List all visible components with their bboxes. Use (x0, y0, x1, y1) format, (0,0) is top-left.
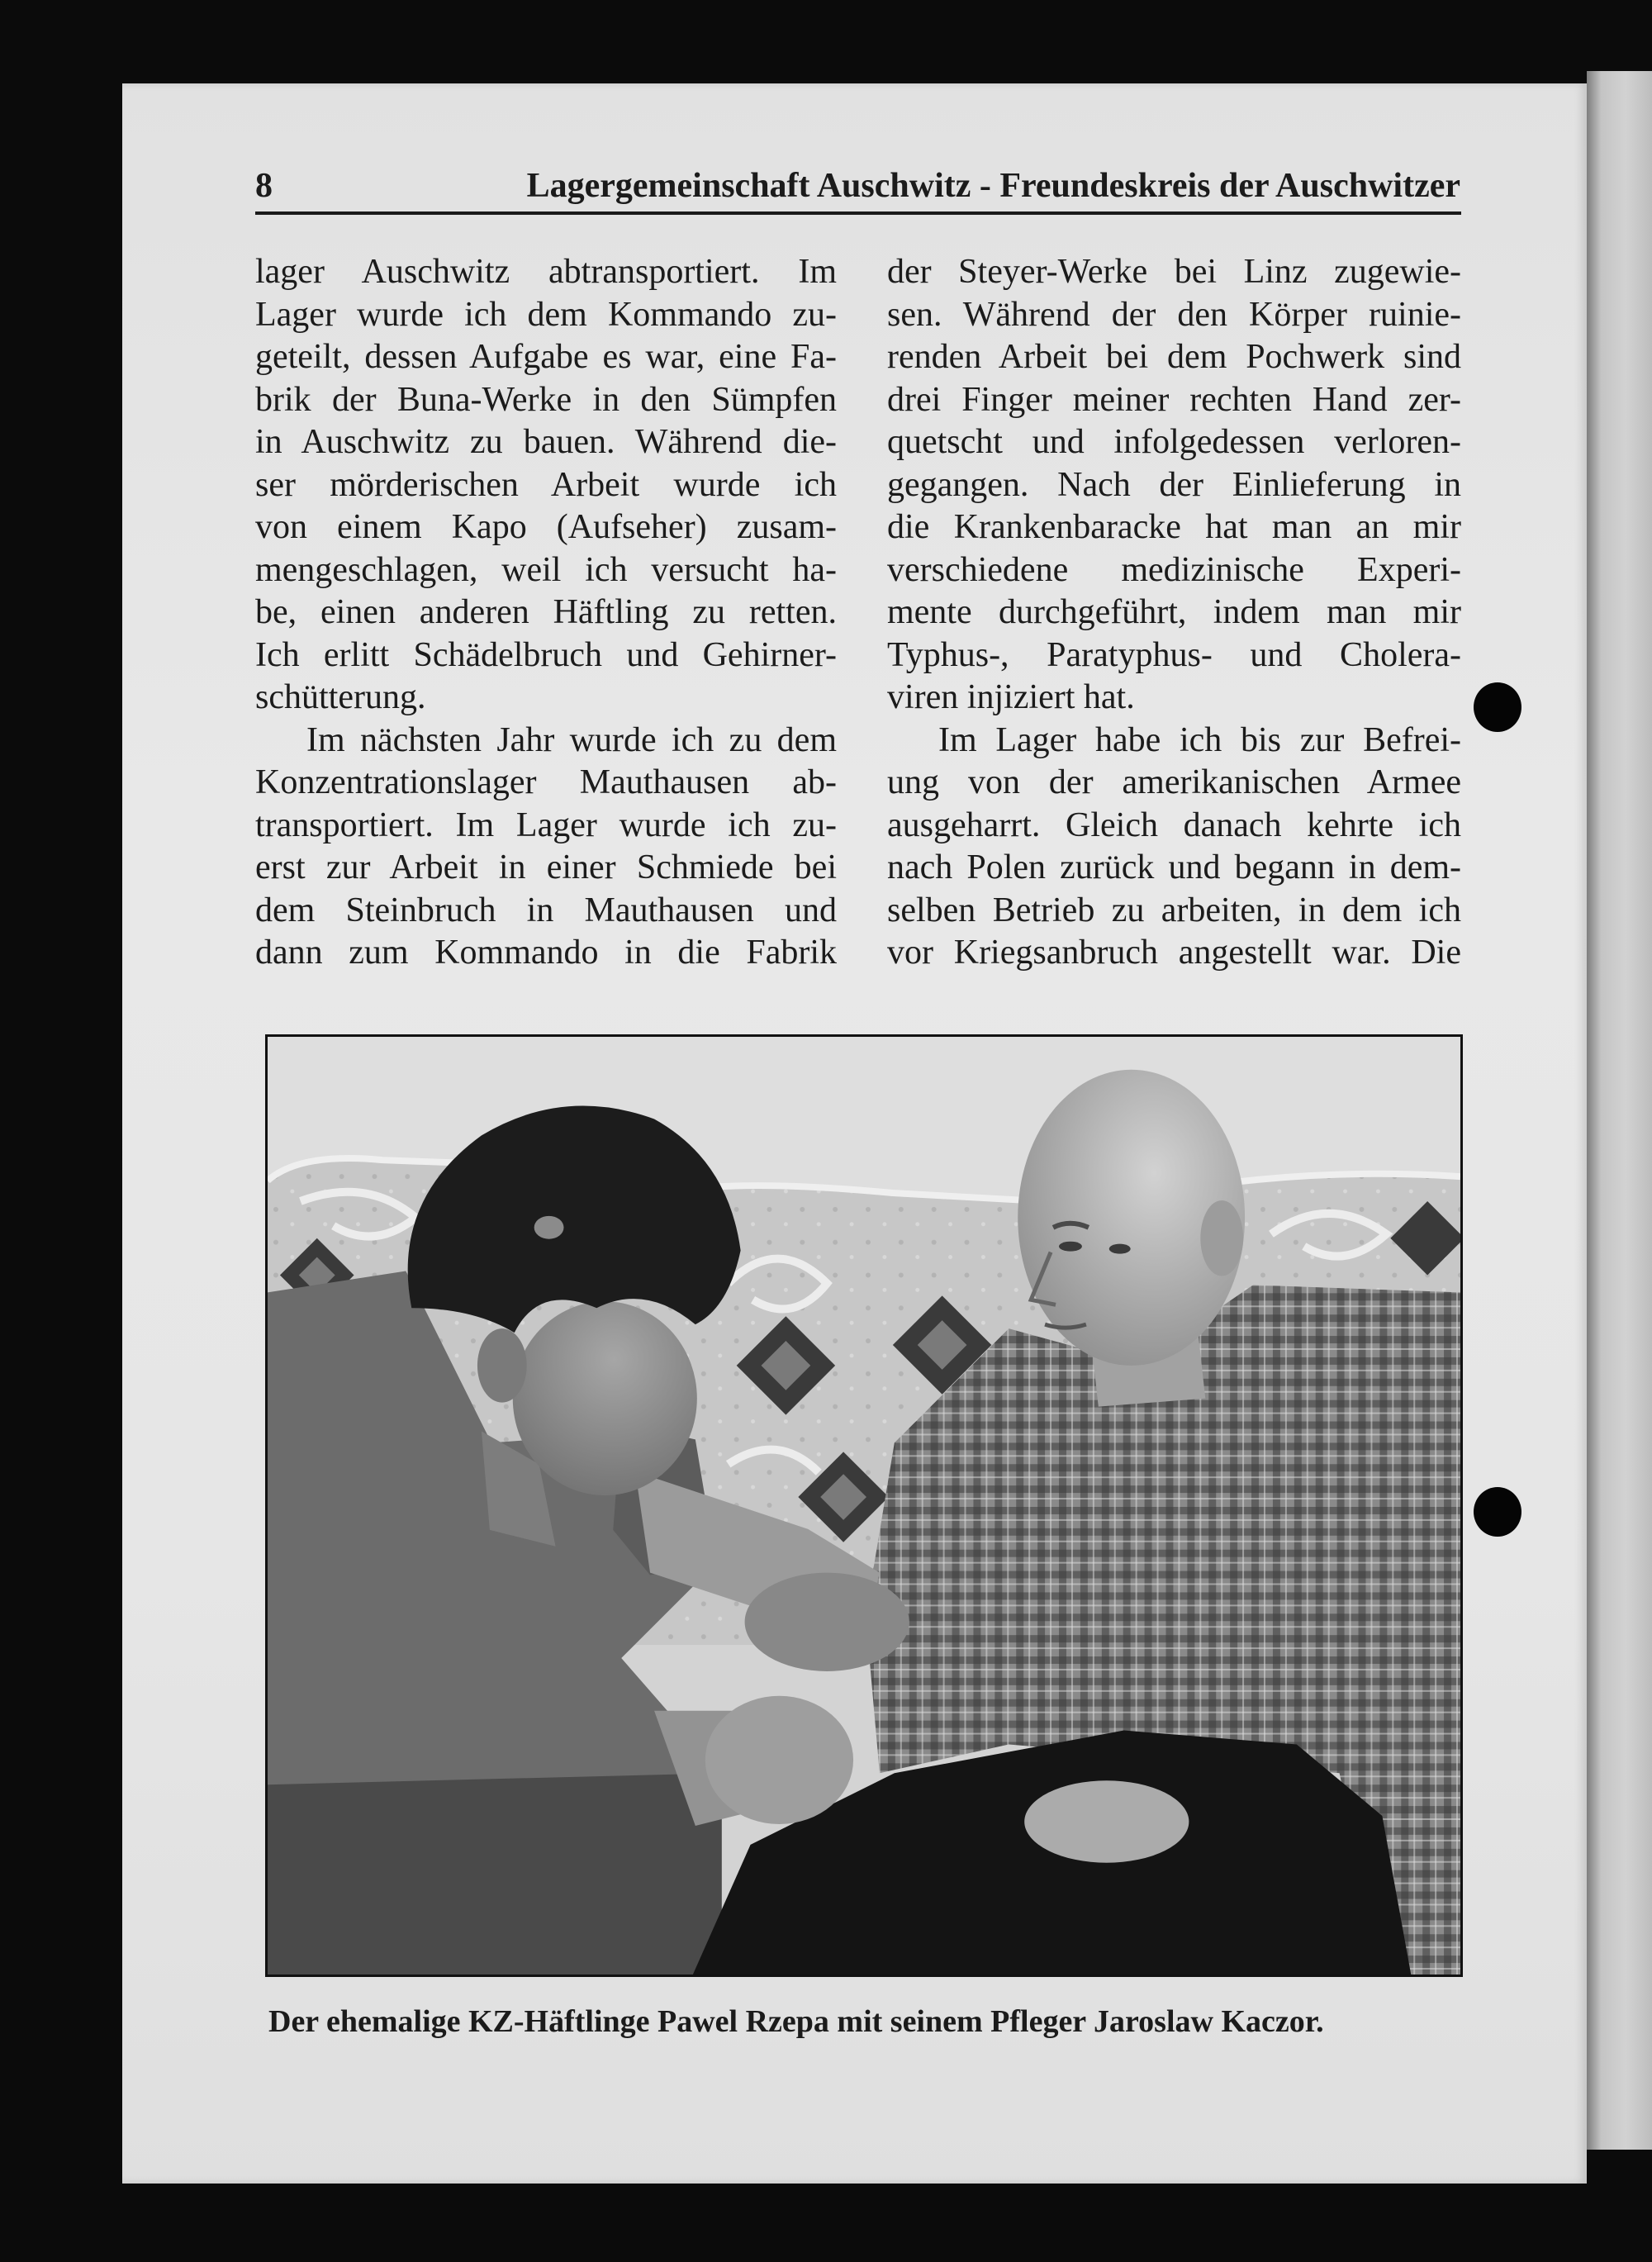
text-line: Ich erlitt Schädelbruch und Gehirner- (255, 635, 837, 674)
text-line: ausgeharrt. Gleich danach kehrte ich (887, 805, 1461, 844)
text-line: mente durchgeführt, indem man mir (887, 593, 1461, 631)
text-line: Im nächsten Jahr wurde ich zu dem (306, 720, 837, 759)
header-title: Lagergemeinschaft Auschwitz - Freundeskreis der Auschwitzer (526, 167, 1460, 205)
text-line: mengeschlagen, weil ich versucht ha- (255, 550, 837, 589)
punch-hole (1474, 1487, 1521, 1537)
text-line: in Auschwitz zu bauen. Während die- (255, 423, 837, 461)
text-line: sen. Während der den Körper ruinie- (887, 295, 1461, 334)
text-line: brik der Buna-Werke in den Sümpfen (255, 380, 837, 419)
text-line: dann zum Kommando in die Fabrik (255, 934, 837, 972)
page-number: 8 (255, 167, 273, 205)
text-line: gegangen. Nach der Einlieferung in (887, 465, 1461, 504)
right-column (887, 251, 1461, 975)
text-line: verschiedene medizinische Experi- (887, 550, 1461, 589)
text-line: geteilt, dessen Aufgabe es war, eine Fa- (255, 338, 837, 376)
header-rule (255, 211, 1461, 215)
text-line: ser mörderischen Arbeit wurde ich (255, 465, 837, 504)
photo-image (268, 1037, 1460, 1974)
text-line: selben Betrieb zu arbeiten, in dem ich (887, 891, 1461, 929)
text-line: transportiert. Im Lager wurde ich zu- (255, 805, 837, 844)
punch-hole (1474, 682, 1521, 732)
running-header (255, 164, 1460, 208)
text-line: Typhus-, Paratyphus- und Cholera- (887, 635, 1461, 674)
text-line: die Krankenbaracke hat man an mir (887, 508, 1461, 546)
text-line: ung von der amerikanischen Armee (887, 763, 1461, 801)
text-line: dem Steinbruch in Mauthausen und (255, 891, 837, 929)
text-line: schütterung. (255, 678, 426, 716)
text-line: Lager wurde ich dem Kommando zu- (255, 295, 837, 334)
text-line: von einem Kapo (Aufseher) zusam- (255, 508, 837, 546)
text-line: nach Polen zurück und begann in dem- (887, 848, 1461, 886)
text-line: renden Arbeit bei dem Pochwerk sind (887, 338, 1461, 376)
hand-on-knee (1024, 1780, 1189, 1862)
photo-caption: Der ehemalige KZ-Häftlinge Pawel Rzepa mit seinem Pfleger Jaroslaw Kaczor. (268, 2004, 1324, 2039)
text-line: quetscht und infolgedessen verloren- (887, 423, 1461, 461)
text-line: Konzentrationslager Mauthausen ab- (255, 763, 837, 801)
text-line: erst zur Arbeit in einer Schmiede bei (255, 848, 837, 886)
left-column (255, 251, 837, 975)
photo (265, 1034, 1463, 1977)
adjacent-page-edge (1587, 71, 1652, 2150)
text-line: lager Auschwitz abtransportiert. Im (255, 253, 837, 291)
text-line: vor Kriegsanbruch angestellt war. Die (887, 934, 1461, 972)
text-line: Im Lager habe ich bis zur Befrei- (938, 720, 1461, 759)
text-line: viren injiziert hat. (887, 678, 1135, 716)
text-line: der Steyer-Werke bei Linz zugewie- (887, 253, 1461, 291)
text-line: drei Finger meiner rechten Hand zer- (887, 380, 1461, 419)
text-line: be, einen anderen Häftling zu retten. (255, 593, 837, 631)
